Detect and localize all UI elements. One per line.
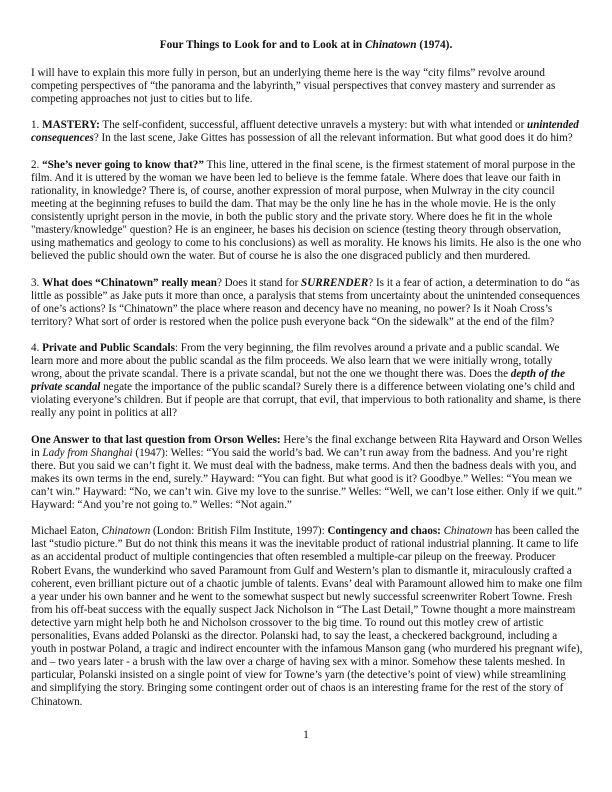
section-text: The self-confident, successful, affluent detective unravels a mystery: but with what intended or: [99, 119, 528, 132]
title-suffix: (1974).: [416, 39, 453, 51]
section-chinatown-meaning: [31, 277, 584, 329]
section-text: has been called the last “studio picture.” But do not think this means it was the inevitable product of rational industrial planning. It came to life as an accidental product of multiple contingencies that often resembled a multiple-car pileup on the freeway. Producer Robert Evans, the wunderkind who saved Paramount from Gulf and Western’s plan to dismantle it, miraculously crafted a coherent, even brilliant picture out of a chaotic jumble of talents. Evans’ deal with Paramount allowed him to make one film a year under his own banner and he went to the somewhat suspect but newly successful screenwriter Robert Towne. Fresh from his off-beat success with the equally suspect Jack Nicholson in “The Last Detail,” Towne thought a more mainstream detective yarn might help both he and Nicholson crossover to the big time. To round out this motley crew of artistic personalities, Evans added Polanski as the director. Polanski had, to say the least, a checkered background, including a youth in postwar Poland, a tragic and indirect encounter with the infamous Manson gang (who murdered his pregnant wife), and – two years later - a brush with the law over a charge of having sex with a minor. Somehow these talents meshed. In particular, Polanski insisted on a single point of view for Towne’s yarn (the detective’s point of view) while streamlining and simplifying the story. Bringing some contingent order out of chaos is an interesting frame for the rest of the story of Chinatown.: [31, 525, 583, 708]
document-title: [0, 39, 612, 52]
citation-book: Chinatown: [101, 525, 151, 538]
film-title: Lady from Shanghai: [42, 446, 133, 459]
emphasis-text: depth of the private scandal: [31, 368, 565, 394]
section-text: (1947): Welles: “You said the world’s bad. We can’t run away from the badness. And you’re right there. But you said we can’t fight it. We must deal with the badness, make terms. And then the badness deals with you, and makes its own terms in the end, surely.” Hayward: “You can fight. But what good is it? Goodbye.” Welles: “You mean we can’t win.” Hayward: “No, we can’t win. Give my love to the sunrise.” Welles: “Well, we can’t lose either. Only if we quit.” Hayward: “And you’re not going to.” Welles: “Not again.”: [31, 446, 582, 512]
section-heading: MASTERY:: [42, 119, 100, 132]
section-heading: What does “Chinatown” really mean: [42, 276, 217, 289]
intro-paragraph: I will have to explain this more fully in person, but an underlying theme here is the way “city films” revolve around competing perspectives of “the panorama and the labyrinth,” visual perspectives that convey mastery and surrender as competing approaches not just to cities but to life.: [31, 67, 556, 106]
emphasis-text: SURRENDER: [301, 276, 369, 289]
section-text: ? Is it a fear of action, a determination to do “as little as possible” as Jake puts it more than once, a paralysis that stems from uncertainty about the unintended consequences of one’s actions? Is “Chinatown” the place where reason and decency have no meaning, no power? Is it Noah Cross’s territory? What sort of order is restored when the police push everyone back “On the sidewalk” at the end of the film?: [31, 276, 580, 328]
section-number: 4.: [31, 341, 43, 354]
emphasis-text: unintended consequences: [31, 119, 579, 145]
citation-publication: (London: British Film Institute, 1997):: [150, 525, 328, 538]
section-text: negate the importance of the public scandal? Surely there is a difference between violating one’s child and violating everyone’s children. But if people are that corrupt, that evil, that impervious to both rationality and shame, is there really any point in politics at all?: [31, 381, 581, 420]
section-never-going-to-know: [31, 159, 584, 264]
section-number: 3.: [31, 276, 43, 289]
section-text: This line, uttered in the final scene, is the firmest statement of moral purpose in the film. And it is uttered by the woman we have been led to believe is the femme fatale. Where does that leave our faith in rationality, in knowledge? There is, of course, another expression of moral purpose, when Mulwray in the city council meeting at the beginning refuses to build the dam. That may be the only line he has in the whole movie. He is the only consistently upright person in the movie, in both the public story and the private story. Where does he fit in the whole "mastery/knowledge" question? He is an engineer, he bases his decision on science (testing theory through observation, using mathematics and geology to come to his conclusions) as well as morality. He knows his limits. He also is the one who believed the public should own the water. But of course he is also the one disgraced publicly and then murdered.: [31, 158, 582, 263]
section-text: Here’s the final exchange between Rita Hayward and Orson Welles in: [31, 433, 583, 459]
section-mastery: [31, 119, 584, 145]
title-prefix: Four Things to Look for and to Look at in: [159, 39, 365, 51]
page-number: 1: [303, 729, 309, 741]
section-heading: One Answer to that last question from Orson Welles:: [31, 433, 281, 446]
section-number: 2.: [31, 158, 43, 171]
film-title: Chinatown: [443, 525, 493, 538]
title-film: Chinatown: [365, 39, 417, 51]
section-number: 1.: [31, 119, 43, 132]
document-body: [31, 67, 584, 722]
section-scandals: [31, 342, 584, 421]
section-heading: Private and Public Scandals: [42, 341, 175, 354]
section-heading: “She’s never going to know that?”: [42, 158, 204, 171]
section-text: ? In the last scene, Jake Gittes has possession of all the relevant information. But what good does it do him?: [93, 132, 573, 145]
section-eaton: [31, 525, 584, 708]
citation-author: Michael Eaton,: [31, 525, 102, 538]
section-heading: Contingency and chaos:: [327, 525, 441, 538]
section-text: : From the very beginning, the film revolves around a private and a public scandal. We learn more and more about the public scandal as the film proceeds. We also learn that we were initially wrong, totally wrong, about the private scandal. There is a private scandal, but not the one we thought there was. Does the: [31, 341, 560, 381]
section-orson-welles: [31, 434, 584, 513]
section-text: ? Does it stand for: [216, 276, 302, 289]
